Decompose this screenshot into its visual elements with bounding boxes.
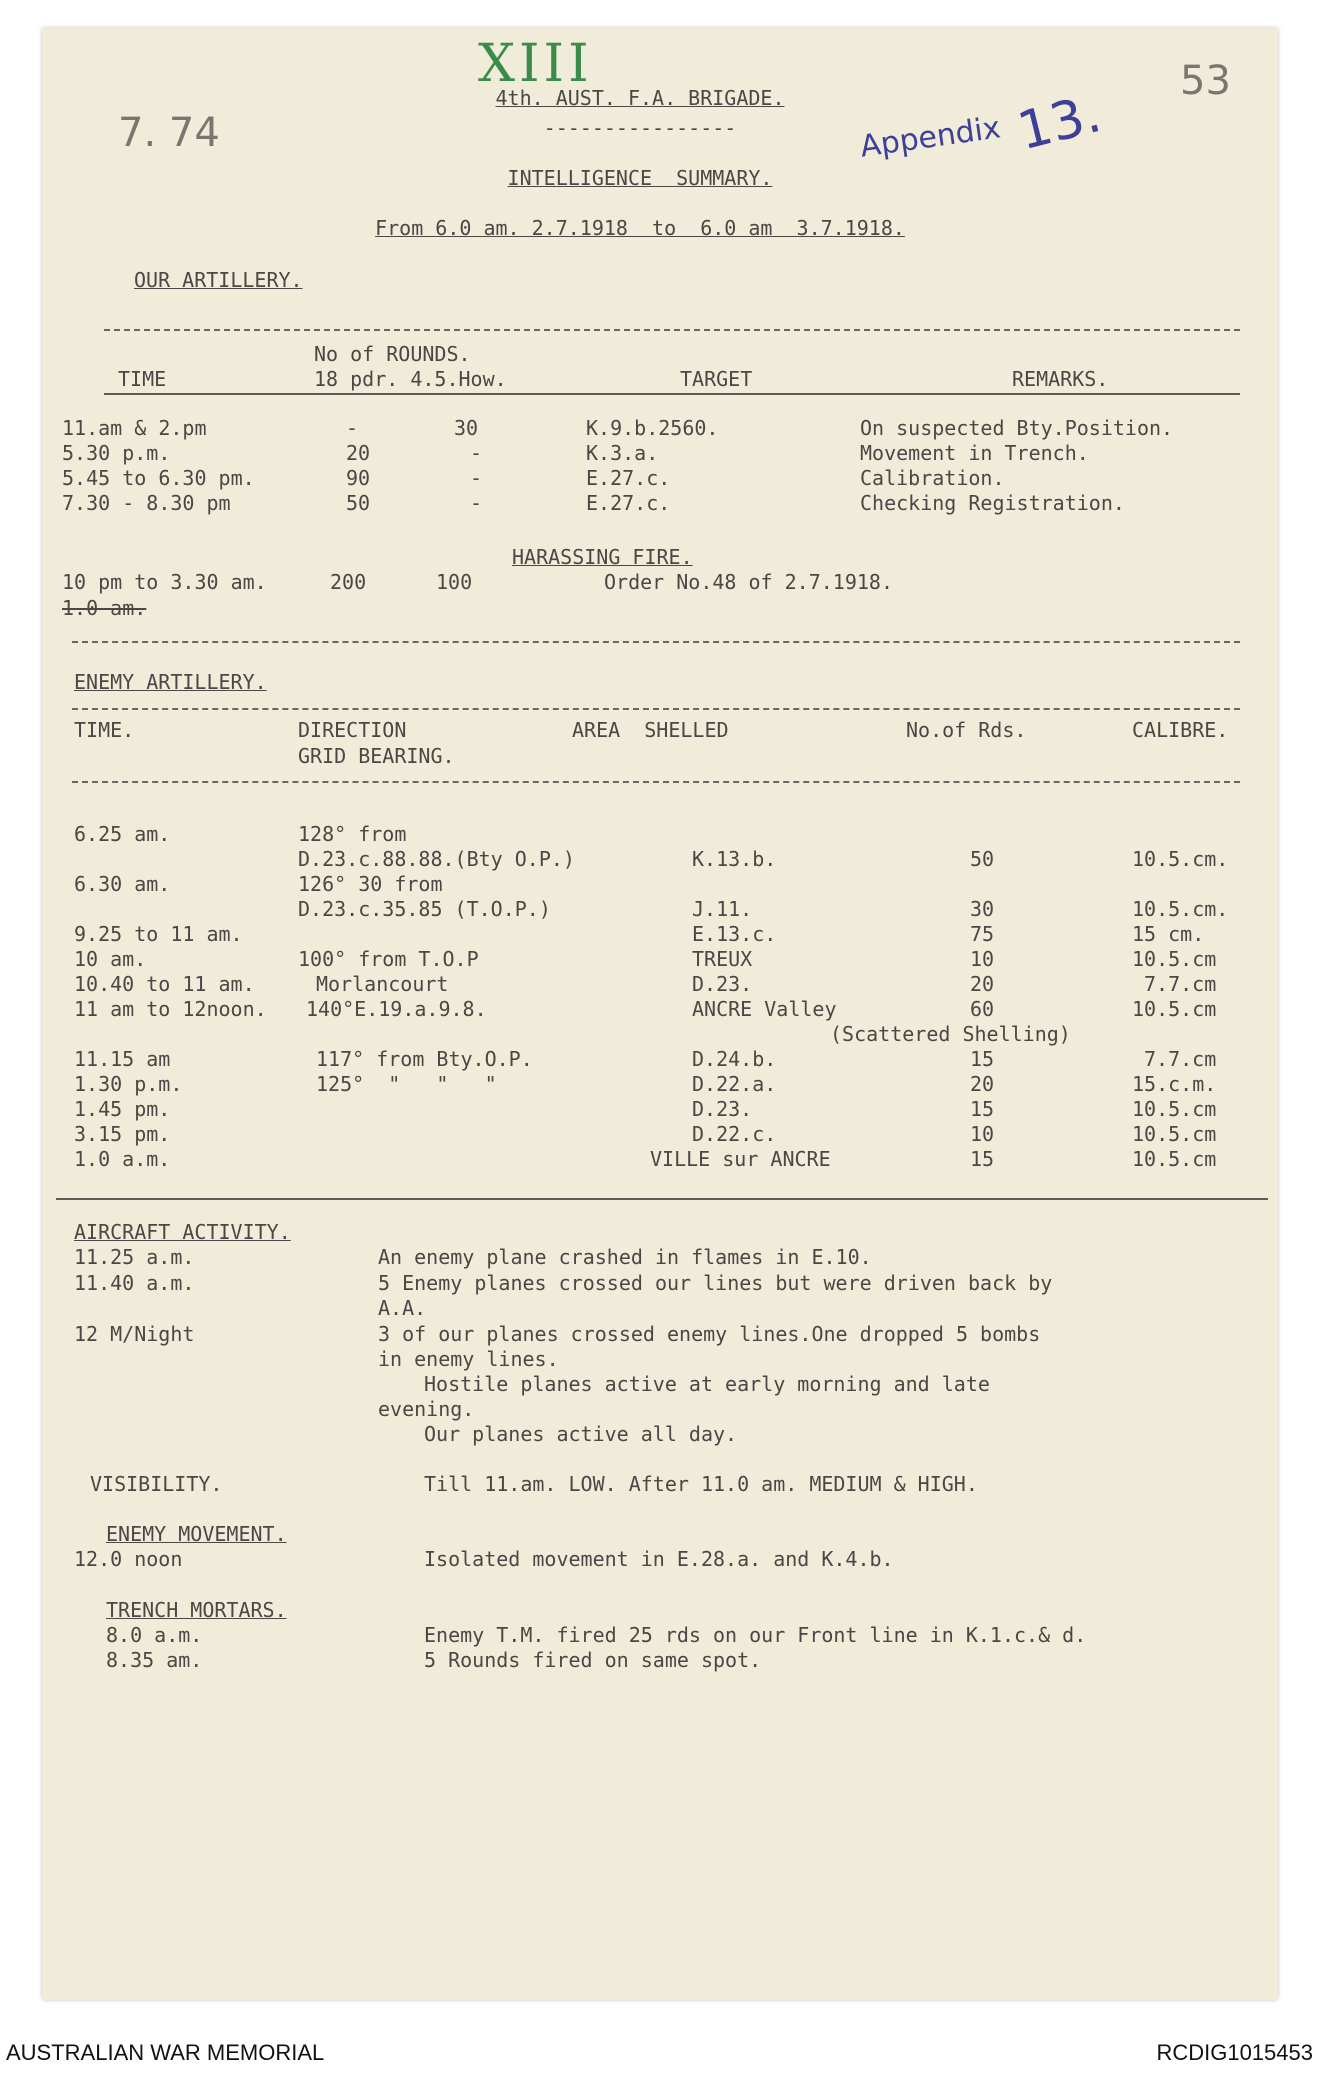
table-cell-direction: 100° from T.O.P	[298, 947, 479, 971]
table-cell-area: D.23.	[692, 1097, 753, 1121]
table-cell-grid: D.23.c.35.85 (T.O.P.)	[298, 897, 551, 921]
pencil-page-number: 53	[1180, 58, 1231, 104]
enemy-movement-text: Isolated movement in E.28.a. and K.4.b.	[424, 1547, 894, 1571]
table-cell-direction: 117° from Bty.O.P.	[316, 1047, 533, 1071]
table-cell-calibre: 10.5.cm.	[1132, 897, 1229, 921]
harassing-time: 10 pm to 3.30 am.	[62, 570, 267, 594]
table-cell-rounds: 20	[970, 972, 995, 996]
rounds-header: No.of Rds.	[906, 718, 1027, 742]
table-cell-direction: 125° " " "	[316, 1072, 497, 1096]
table-cell-18pdr: 50	[346, 491, 371, 515]
trench-mortar-time: 8.35 am.	[106, 1648, 203, 1672]
table-cell-time: 1.45 pm.	[74, 1097, 171, 1121]
table-cell-remarks: Checking Registration.	[860, 491, 1125, 515]
table-cell-direction: 128° from	[298, 822, 407, 846]
table-cell-area: D.22.a.	[692, 1072, 777, 1096]
direction-header: DIRECTION	[298, 718, 407, 742]
table-cell-rounds: 60	[970, 997, 995, 1021]
scattered-shelling-note: (Scattered Shelling)	[830, 1022, 1071, 1046]
visibility-text: Till 11.am. LOW. After 11.0 am. MEDIUM & HIGH.	[424, 1472, 978, 1496]
harassing-order: Order No.48 of 2.7.1918.	[604, 570, 893, 594]
table-cell-time: 5.30 p.m.	[62, 441, 171, 465]
table-cell-remarks: Calibration.	[860, 466, 1005, 490]
summary-period: From 6.0 am. 2.7.1918 to 6.0 am 3.7.1918.	[375, 216, 905, 240]
aircraft-time: 11.40 a.m.	[74, 1271, 195, 1295]
table-cell-target: E.27.c.	[586, 466, 671, 490]
table-cell-18pdr: -	[346, 416, 359, 440]
trench-mortar-time: 8.0 a.m.	[106, 1623, 203, 1647]
table-cell-rounds: 50	[970, 847, 995, 871]
table-cell-calibre: 10.5.cm	[1132, 1147, 1217, 1171]
table-cell-time: 6.30 am.	[74, 872, 171, 896]
table-cell-calibre: 7.7.cm	[1144, 972, 1217, 996]
brigade-title: 4th. AUST. F.A. BRIGADE.	[495, 86, 785, 110]
table-cell-calibre: 7.7.cm	[1144, 1047, 1217, 1071]
table-cell-remarks: On suspected Bty.Position.	[860, 416, 1174, 440]
appendix-number: 13.	[1012, 83, 1107, 163]
aircraft-text: 5 Enemy planes crossed our lines but were driven back by	[378, 1271, 1053, 1295]
table-cell-time: 7.30 - 8.30 pm	[62, 491, 231, 515]
aircraft-text: Hostile planes active at early morning and late	[424, 1372, 990, 1396]
harassing-18pdr: 200	[330, 570, 367, 594]
struck-out-text: 1.0 am.	[62, 596, 147, 620]
table-cell-calibre: 10.5.cm	[1132, 947, 1217, 971]
divider	[72, 641, 1240, 643]
harassing-how: 100	[436, 570, 473, 594]
divider	[72, 781, 1240, 783]
table-cell-target: E.27.c.	[586, 491, 671, 515]
enemy-time-header: TIME.	[74, 718, 135, 742]
table-cell-time: 11.15 am	[74, 1047, 171, 1071]
table-cell-time: 3.15 pm.	[74, 1122, 171, 1146]
table-cell-time: 5.45 to 6.30 pm.	[62, 466, 255, 490]
aircraft-time: 12 M/Night	[74, 1322, 195, 1346]
trench-mortar-text: 5 Rounds fired on same spot.	[424, 1648, 762, 1672]
table-cell-18pdr: 90	[346, 466, 371, 490]
aircraft-text: An enemy plane crashed in flames in E.10.	[378, 1245, 872, 1269]
table-cell-how: -	[470, 491, 483, 515]
appendix-label: Appendix	[858, 110, 1003, 165]
table-cell-calibre: 15.c.m.	[1132, 1072, 1217, 1096]
table-cell-time: 6.25 am.	[74, 822, 171, 846]
table-cell-rounds: 20	[970, 1072, 995, 1096]
aircraft-text: Our planes active all day.	[424, 1422, 738, 1446]
summary-title: INTELLIGENCE SUMMARY.	[507, 166, 773, 190]
table-cell-time: 1.30 p.m.	[74, 1072, 183, 1096]
aircraft-heading: AIRCRAFT ACTIVITY.	[74, 1220, 291, 1244]
trench-mortars-heading: TRENCH MORTARS.	[106, 1598, 287, 1622]
title-separator: ----------------	[543, 116, 737, 140]
divider	[104, 393, 1240, 395]
table-cell-time: 10 am.	[74, 947, 147, 971]
green-roman-numeral: XIII	[478, 34, 593, 94]
table-cell-time: 1.0 a.m.	[74, 1147, 171, 1171]
table-cell-direction: 140°E.19.a.9.8.	[306, 997, 487, 1021]
time-column-header: TIME	[118, 367, 167, 391]
table-cell-time: 10.40 to 11 am.	[74, 972, 255, 996]
table-cell-calibre: 15 cm.	[1132, 922, 1205, 946]
grid-bearing-header: GRID BEARING.	[298, 744, 455, 768]
enemy-movement-time: 12.0 noon	[74, 1547, 183, 1571]
table-cell-direction: Morlancourt	[316, 972, 449, 996]
footer-archive-name: AUSTRALIAN WAR MEMORIAL	[6, 2040, 325, 2065]
table-cell-direction: 126° 30 from	[298, 872, 443, 896]
table-cell-rounds: 30	[970, 897, 995, 921]
remarks-column-header: REMARKS.	[1012, 367, 1109, 391]
target-column-header: TARGET	[680, 367, 753, 391]
table-cell-area: TREUX	[692, 947, 753, 971]
enemy-artillery-heading: ENEMY ARTILLERY.	[74, 670, 267, 694]
table-cell-time: 9.25 to 11 am.	[74, 922, 243, 946]
rounds-column-title: No of ROUNDS.	[314, 342, 471, 366]
calibre-header: CALIBRE.	[1132, 718, 1229, 742]
table-cell-area: D.23.	[692, 972, 753, 996]
table-cell-how: -	[470, 466, 483, 490]
table-cell-how: 30	[454, 416, 479, 440]
table-cell-18pdr: 20	[346, 441, 371, 465]
table-cell-area: VILLE sur ANCRE	[650, 1147, 831, 1171]
area-shelled-header: AREA SHELLED	[572, 718, 729, 742]
table-cell-area: K.13.b.	[692, 847, 777, 871]
table-cell-area: ANCRE Valley	[692, 997, 837, 1021]
table-cell-area: E.13.c.	[692, 922, 777, 946]
table-cell-calibre: 10.5.cm	[1132, 1122, 1217, 1146]
divider	[72, 708, 1240, 710]
trench-mortar-text: Enemy T.M. fired 25 rds on our Front line in K.1.c.& d.	[424, 1623, 1087, 1647]
table-cell-time: 11 am to 12noon.	[74, 997, 267, 1021]
rounds-sub-header: 18 pdr. 4.5.How.	[314, 367, 507, 391]
footer-record-id: RCDIG1015453	[1156, 2040, 1313, 2065]
table-cell-area: J.11.	[692, 897, 753, 921]
table-cell-area: D.24.b.	[692, 1047, 777, 1071]
aircraft-time: 11.25 a.m.	[74, 1245, 195, 1269]
harassing-fire-heading: HARASSING FIRE.	[512, 545, 693, 569]
table-cell-rounds: 15	[970, 1097, 995, 1121]
pencil-reference-number: 7. 74	[118, 110, 220, 156]
table-cell-how: -	[470, 441, 483, 465]
divider	[104, 329, 1240, 331]
table-cell-rounds: 75	[970, 922, 995, 946]
aircraft-text: evening.	[378, 1397, 475, 1421]
enemy-movement-heading: ENEMY MOVEMENT.	[106, 1522, 287, 1546]
table-cell-rounds: 10	[970, 947, 995, 971]
table-cell-target: K.3.a.	[586, 441, 659, 465]
table-cell-calibre: 10.5.cm	[1132, 997, 1217, 1021]
visibility-label: VISIBILITY.	[90, 1472, 223, 1496]
table-cell-rounds: 15	[970, 1047, 995, 1071]
table-cell-time: 11.am & 2.pm	[62, 416, 207, 440]
table-cell-rounds: 10	[970, 1122, 995, 1146]
table-cell-grid: D.23.c.88.88.(Bty O.P.)	[298, 847, 575, 871]
table-cell-calibre: 10.5.cm	[1132, 1097, 1217, 1121]
table-cell-area: D.22.c.	[692, 1122, 777, 1146]
table-cell-calibre: 10.5.cm.	[1132, 847, 1229, 871]
aircraft-text: A.A.	[378, 1296, 427, 1320]
table-cell-target: K.9.b.2560.	[586, 416, 719, 440]
aircraft-text: 3 of our planes crossed enemy lines.One dropped 5 bombs	[378, 1322, 1041, 1346]
aircraft-text: in enemy lines.	[378, 1347, 559, 1371]
table-cell-rounds: 15	[970, 1147, 995, 1171]
our-artillery-heading: OUR ARTILLERY.	[134, 268, 303, 292]
table-cell-remarks: Movement in Trench.	[860, 441, 1089, 465]
divider	[56, 1198, 1268, 1200]
